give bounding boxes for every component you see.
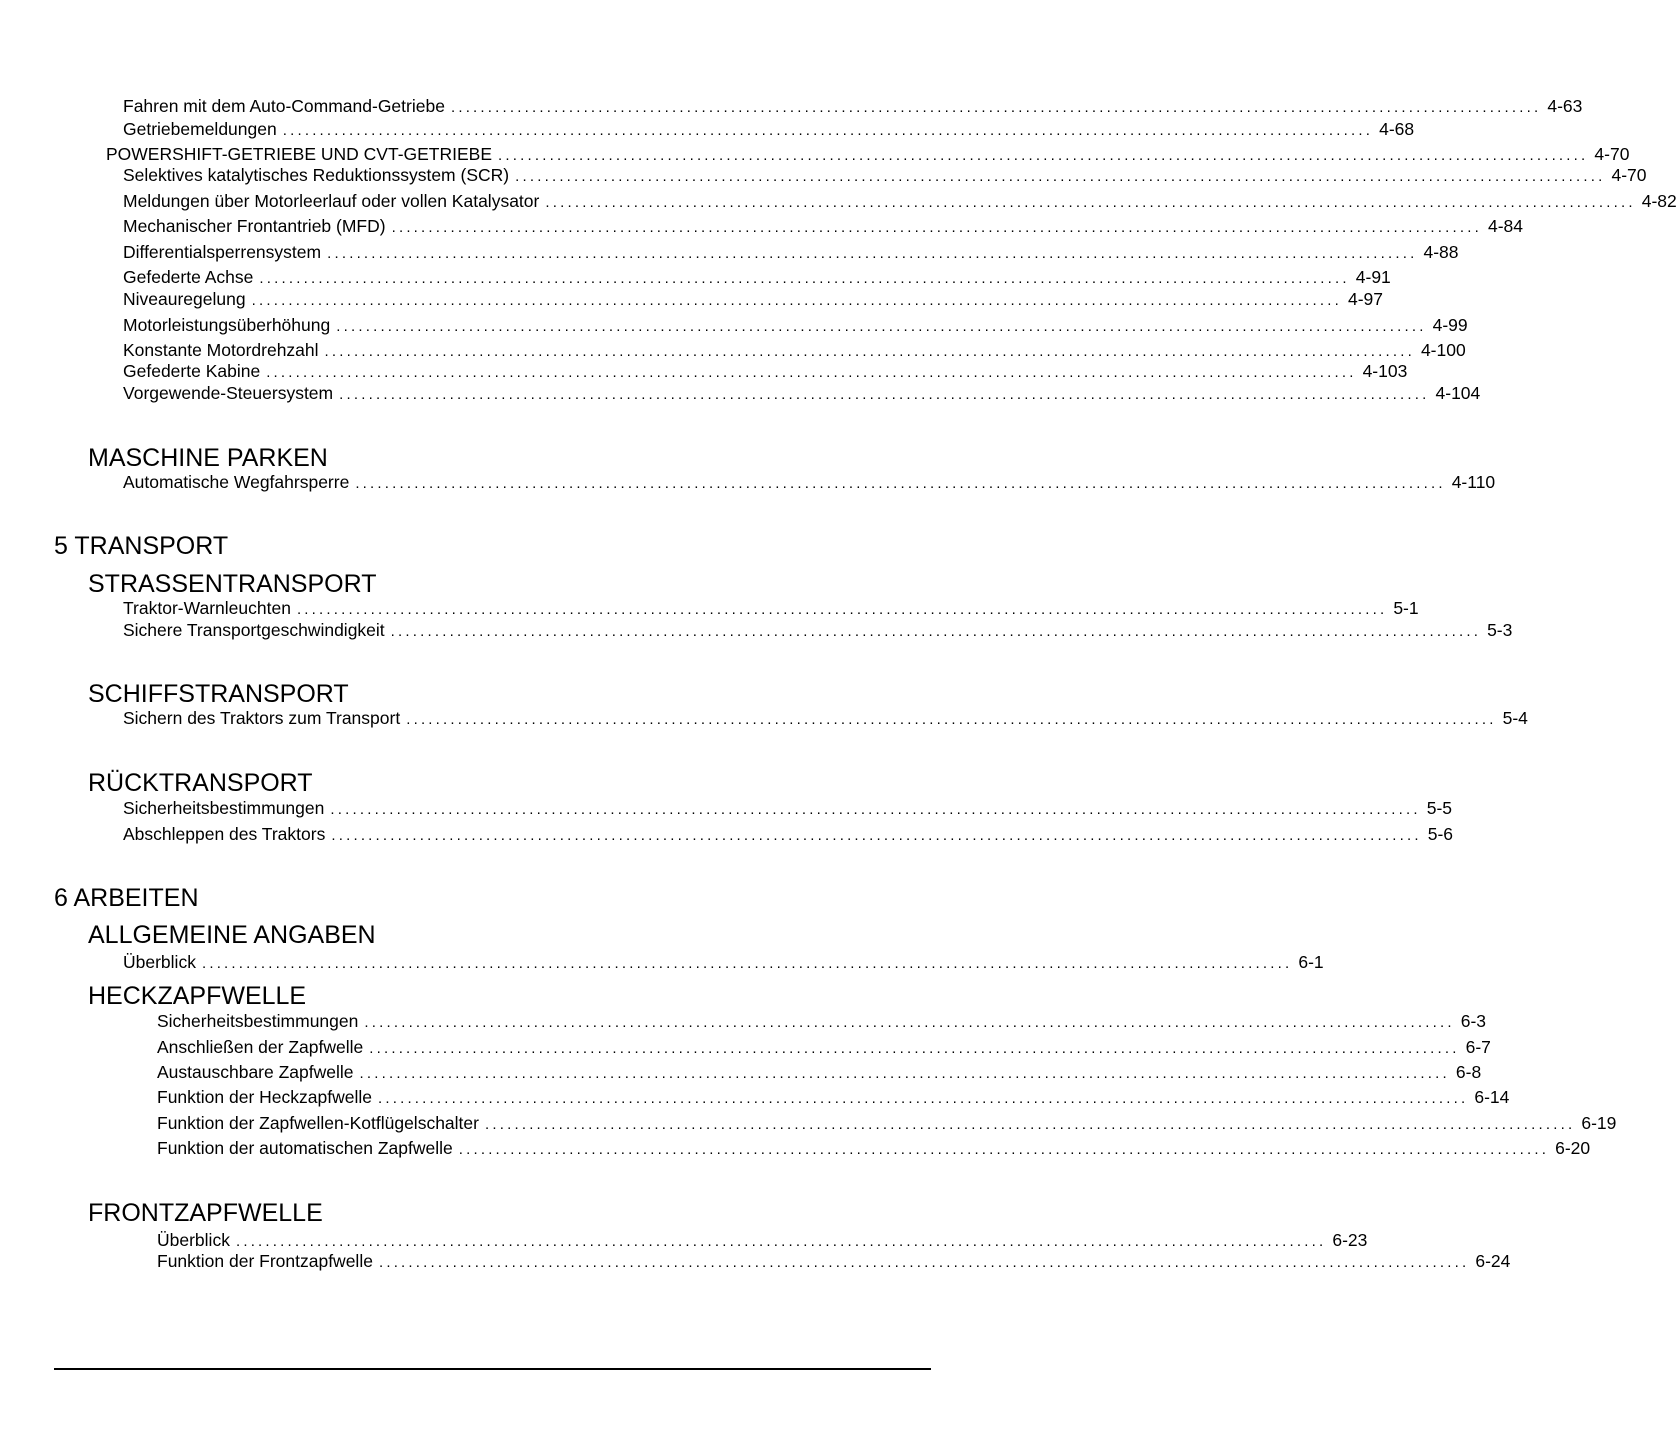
- toc-leader: ....................................................................................................................................................: [330, 801, 1421, 818]
- toc-entry-title: Sicherheitsbestimmungen: [157, 1011, 359, 1031]
- toc-leader: ....................................................................................................................................................: [515, 168, 1606, 185]
- toc-entry[interactable]: [106, 143, 1630, 165]
- toc-entry[interactable]: [123, 190, 1677, 212]
- chapter-heading: 5 TRANSPORT: [54, 532, 229, 560]
- toc-entry-page: 5-1: [1393, 598, 1419, 618]
- toc-entry-title: Funktion der Zapfwellen-Kotflügelschalter: [157, 1113, 479, 1133]
- toc-entry[interactable]: [157, 1061, 1482, 1083]
- toc-leader: ....................................................................................................................................................: [355, 475, 1446, 492]
- toc-entry-page: 4-104: [1435, 383, 1481, 403]
- toc-entry-title: Konstante Motordrehzahl: [123, 340, 319, 360]
- toc-leader: ....................................................................................................................................................: [545, 194, 1636, 211]
- section-heading: STRASSENTRANSPORT: [88, 570, 377, 598]
- toc-entry-title: Meldungen über Motorleerlauf oder vollen Katalysator: [123, 191, 540, 211]
- toc-entry-page: 5-3: [1487, 620, 1513, 640]
- toc-leader: ....................................................................................................................................................: [406, 711, 1497, 728]
- toc-entry-title: Sichern des Traktors zum Transport: [123, 708, 401, 728]
- toc-entry-title: Automatische Wegfahrsperre: [123, 472, 350, 492]
- toc-leader: ....................................................................................................................................................: [296, 601, 1388, 618]
- toc-entry-page: 6-14: [1474, 1087, 1510, 1107]
- chapter-heading: 6 ARBEITEN: [54, 884, 199, 912]
- toc-leader: ....................................................................................................................................................: [331, 827, 1422, 844]
- toc-leader: ....................................................................................................................................................: [369, 1040, 1460, 1057]
- toc-entry[interactable]: [123, 707, 1528, 729]
- footer-rule: [54, 1368, 931, 1370]
- toc-leader: ....................................................................................................................................................: [359, 1065, 1450, 1082]
- toc-leader: ....................................................................................................................................................: [391, 219, 1482, 236]
- toc-leader: ....................................................................................................................................................: [266, 364, 1357, 381]
- toc-entry[interactable]: [123, 797, 1453, 819]
- toc-leader: ....................................................................................................................................................: [324, 343, 1415, 360]
- toc-entry-page: 4-91: [1355, 267, 1391, 287]
- toc-entry-page: 6-20: [1555, 1138, 1591, 1158]
- toc-entry-title: Überblick: [157, 1230, 230, 1250]
- toc-entry[interactable]: [123, 314, 1468, 336]
- toc-entry-title: Niveauregelung: [123, 289, 246, 309]
- toc-entry[interactable]: [157, 1229, 1368, 1251]
- toc-entry[interactable]: [157, 1137, 1591, 1159]
- toc-entry-page: 6-1: [1298, 952, 1324, 972]
- toc-entry[interactable]: [123, 339, 1466, 361]
- toc-entry[interactable]: [123, 266, 1391, 288]
- section-heading: ALLGEMEINE ANGABEN: [88, 921, 376, 949]
- section-heading: FRONTZAPFWELLE: [88, 1199, 323, 1227]
- toc-entry-title: Funktion der Frontzapfwelle: [157, 1251, 373, 1271]
- toc-entry-page: 4-88: [1423, 242, 1459, 262]
- toc-entry[interactable]: [123, 215, 1523, 237]
- toc-entry[interactable]: [157, 1036, 1491, 1058]
- toc-entry-page: 5-6: [1427, 824, 1454, 844]
- toc-entry-title: Fahren mit dem Auto-Command-Getriebe: [123, 96, 445, 116]
- toc-entry-page: 4-100: [1420, 340, 1466, 360]
- toc-leader: ....................................................................................................................................................: [339, 386, 1430, 403]
- toc-entry-page: 6-8: [1455, 1062, 1482, 1082]
- toc-entry[interactable]: [123, 823, 1454, 845]
- toc-entry-title: Traktor-Warnleuchten: [123, 598, 291, 618]
- toc-leader: ....................................................................................................................................................: [282, 122, 1374, 139]
- toc-entry-title: Überblick: [123, 952, 196, 972]
- toc-entry[interactable]: [123, 241, 1459, 263]
- toc-entry-page: 4-70: [1594, 144, 1630, 164]
- toc-entry-title: POWERSHIFT-GETRIEBE UND CVT-GETRIEBE: [106, 144, 493, 164]
- toc-entry-page: 4-63: [1547, 96, 1583, 116]
- toc-entry-title: Selektives katalytisches Reduktionssystem (SCR): [123, 165, 510, 185]
- toc-entry-page: 5-5: [1426, 798, 1453, 818]
- toc-entry[interactable]: [123, 288, 1384, 310]
- toc-entry-title: Sichere Transportgeschwindigkeit: [123, 620, 385, 640]
- toc-entry-page: 4-103: [1362, 361, 1408, 381]
- toc-entry-title: Differentialsperrensystem: [123, 242, 322, 262]
- toc-entry-page: 6-23: [1332, 1230, 1368, 1250]
- section-heading: HECKZAPFWELLE: [88, 982, 307, 1010]
- toc-entry-page: 4-97: [1347, 289, 1384, 309]
- toc-entry-page: 6-19: [1581, 1113, 1617, 1133]
- toc-entry[interactable]: [123, 619, 1513, 641]
- toc-leader: ....................................................................................................................................................: [327, 245, 1418, 262]
- toc-leader: ....................................................................................................................................................: [458, 1141, 1550, 1158]
- toc-leader: ....................................................................................................................................................: [498, 147, 1589, 164]
- section-heading: MASCHINE PARKEN: [88, 444, 328, 472]
- toc-entry-title: Motorleistungsüberhöhung: [123, 315, 331, 335]
- toc-entry[interactable]: [157, 1112, 1617, 1134]
- toc-entry-page: 4-99: [1432, 315, 1468, 335]
- toc-entry-page: 4-84: [1487, 216, 1523, 236]
- toc-entry[interactable]: [123, 471, 1496, 493]
- toc-entry-title: Mechanischer Frontantrieb (MFD): [123, 216, 386, 236]
- toc-entry-title: Anschließen der Zapfwelle: [157, 1037, 364, 1057]
- toc-leader: ....................................................................................................................................................: [259, 270, 1350, 287]
- toc-entry[interactable]: [157, 1010, 1487, 1032]
- toc-leader: ....................................................................................................................................................: [484, 1116, 1576, 1133]
- toc-entry-title: Gefederte Kabine: [123, 361, 261, 381]
- toc-leader: ....................................................................................................................................................: [336, 318, 1427, 335]
- toc-entry-page: 5-4: [1502, 708, 1528, 728]
- toc-entry-title: Vorgewende-Steuersystem: [123, 383, 334, 403]
- toc-entry-title: Funktion der Heckzapfwelle: [157, 1087, 372, 1107]
- toc-entry[interactable]: [157, 1086, 1510, 1108]
- toc-leader: ....................................................................................................................................................: [235, 1233, 1327, 1250]
- toc-leader: ....................................................................................................................................................: [364, 1014, 1455, 1031]
- toc-leader: ....................................................................................................................................................: [201, 955, 1293, 972]
- toc-leader: ....................................................................................................................................................: [251, 292, 1342, 309]
- toc-entry-page: 6-24: [1475, 1251, 1511, 1271]
- toc-leader: ....................................................................................................................................................: [450, 99, 1542, 116]
- toc-entry[interactable]: [123, 951, 1324, 973]
- section-heading: RÜCKTRANSPORT: [88, 769, 313, 797]
- toc-entry-title: Sicherheitsbestimmungen: [123, 798, 325, 818]
- toc-entry[interactable]: [123, 360, 1408, 382]
- toc-entry[interactable]: [123, 118, 1415, 140]
- toc-entry[interactable]: [157, 1250, 1511, 1272]
- toc-entry[interactable]: [123, 382, 1481, 404]
- toc-leader: ....................................................................................................................................................: [378, 1254, 1470, 1271]
- toc-entry-page: 6-3: [1460, 1011, 1487, 1031]
- toc-entry-page: 6-7: [1465, 1037, 1491, 1057]
- toc-leader: ....................................................................................................................................................: [390, 623, 1482, 640]
- toc-entry[interactable]: [123, 95, 1583, 117]
- toc-entry-title: Abschleppen des Traktors: [123, 824, 326, 844]
- toc-entry-title: Getriebemeldungen: [123, 119, 277, 139]
- toc-entry-title: Gefederte Achse: [123, 267, 254, 287]
- toc-entry-page: 4-82: [1641, 191, 1677, 211]
- toc-entry[interactable]: [123, 164, 1647, 186]
- toc-leader: ....................................................................................................................................................: [377, 1090, 1469, 1107]
- toc-entry-page: 4-110: [1451, 472, 1496, 492]
- toc-entry-title: Funktion der automatischen Zapfwelle: [157, 1138, 453, 1158]
- section-heading: SCHIFFSTRANSPORT: [88, 680, 349, 708]
- toc-entry-page: 4-70: [1611, 165, 1647, 185]
- toc-entry-title: Austauschbare Zapfwelle: [157, 1062, 354, 1082]
- toc-entry[interactable]: [123, 597, 1419, 619]
- toc-entry-page: 4-68: [1379, 119, 1415, 139]
